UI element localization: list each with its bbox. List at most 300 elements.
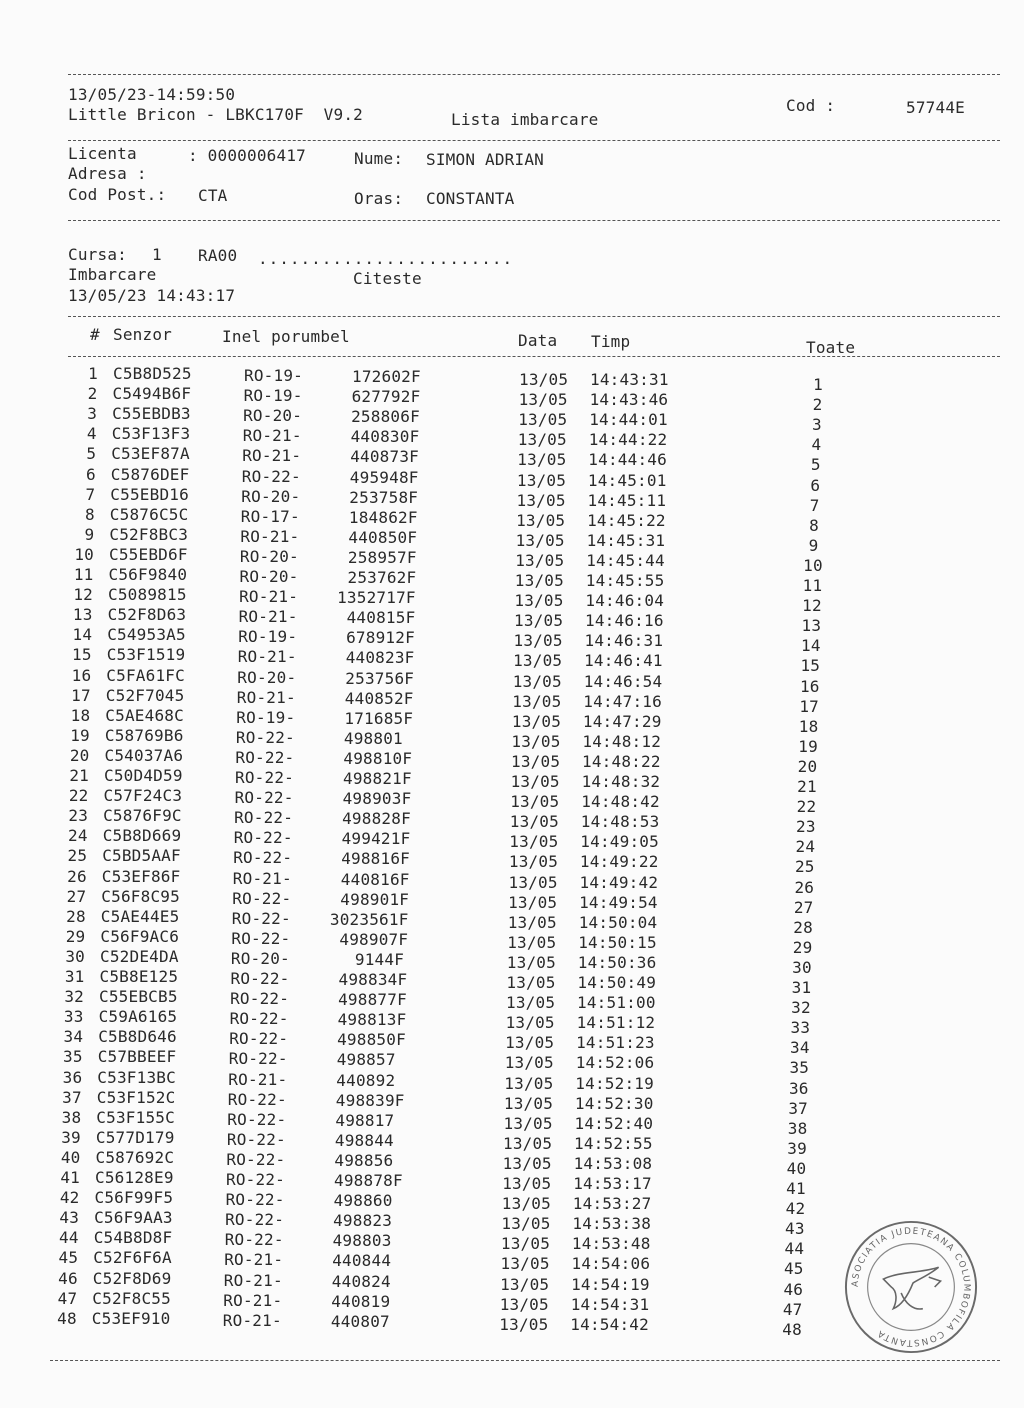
row-date: 13/05: [512, 671, 562, 691]
row-toate: 25: [794, 857, 815, 877]
divider-bottom: [50, 1360, 1000, 1361]
row-ring-number: 440819: [331, 1291, 391, 1311]
row-ring-prefix: RO-22-: [227, 1089, 287, 1109]
row-date: 13/05: [508, 892, 558, 912]
row-senzor: C53F155C: [96, 1107, 175, 1127]
divider-header: [68, 140, 1000, 141]
row-time: 14:50:15: [578, 932, 657, 952]
row-date: 13/05: [509, 832, 559, 852]
row-number: 21: [69, 766, 89, 785]
oras-label: Oras:: [354, 189, 404, 208]
row-ring-number: 440824: [331, 1271, 391, 1291]
row-senzor: C577D179: [95, 1127, 175, 1147]
row-ring-number: 440823F: [345, 648, 415, 668]
row-number: 39: [61, 1127, 81, 1147]
licenta-value: : 0000006417: [188, 146, 306, 165]
row-ring-number: 498813F: [337, 1010, 407, 1030]
row-time: 14:49:42: [579, 872, 659, 892]
row-date: 13/05: [508, 852, 559, 872]
divider-top: [68, 74, 1000, 75]
row-ring-prefix: RO-22-: [226, 1129, 286, 1149]
row-ring-prefix: RO-21-: [223, 1290, 283, 1310]
row-senzor: C56F9AA3: [94, 1208, 173, 1228]
software-name: Little Bricon - LBKC170F V9.2: [68, 105, 363, 124]
row-time: 14:49:05: [580, 832, 659, 852]
row-time: 14:45:44: [586, 550, 665, 570]
row-ring-prefix: RO-22-: [230, 989, 290, 1009]
col-header-inel: Inel porumbel: [222, 327, 350, 346]
row-date: 13/05: [511, 751, 561, 771]
row-number: 42: [59, 1188, 80, 1208]
row-number: 27: [66, 886, 87, 906]
row-toate: 3: [811, 415, 822, 435]
row-senzor: C54B8D8F: [93, 1228, 173, 1248]
row-time: 14:45:22: [587, 510, 666, 530]
row-time: 14:45:01: [587, 470, 667, 490]
row-senzor: C52F7045: [105, 685, 185, 705]
row-ring-number: 440892: [336, 1070, 396, 1090]
row-number: 41: [60, 1168, 80, 1187]
row-ring-prefix: RO-19-: [236, 707, 296, 727]
row-number: 16: [71, 665, 92, 685]
row-toate: 45: [783, 1259, 804, 1279]
row-time: 14:47:16: [583, 691, 662, 711]
row-number: 7: [85, 484, 96, 504]
divider-race: [68, 316, 1000, 317]
row-time: 14:50:36: [577, 952, 657, 972]
row-ring-number: 627792F: [351, 387, 421, 407]
row-senzor: C54953A5: [107, 625, 186, 645]
row-toate: 12: [802, 596, 822, 616]
row-ring-number: 498907F: [339, 929, 409, 949]
row-date: 13/05: [512, 691, 562, 711]
row-time: 14:54:19: [571, 1274, 650, 1294]
row-toate: 11: [802, 576, 823, 595]
row-time: 14:43:46: [589, 390, 669, 410]
race-code: RA00: [198, 246, 238, 265]
row-senzor: C56F8C95: [101, 886, 180, 906]
row-ring-number: 440873F: [350, 447, 420, 467]
row-number: 13: [72, 605, 93, 625]
row-date: 13/05: [514, 571, 564, 590]
row-number: 2: [87, 384, 98, 404]
row-senzor: C52DE4DA: [100, 946, 179, 966]
row-ring-number: 440830F: [350, 427, 420, 447]
row-time: 14:52:19: [575, 1073, 654, 1093]
row-ring-number: 498903F: [342, 789, 412, 809]
row-senzor: C5B8D646: [98, 1027, 177, 1047]
row-time: 14:46:41: [584, 651, 663, 671]
row-number: 44: [59, 1228, 79, 1248]
row-date: 13/05: [515, 530, 565, 550]
race-dots: ........................: [258, 249, 514, 268]
row-senzor: C54037A6: [104, 745, 184, 765]
cod-value: 57744E: [906, 98, 965, 117]
row-toate: 7: [809, 495, 820, 515]
row-ring-number: 498834F: [338, 970, 408, 989]
row-date: 13/05: [504, 1053, 554, 1073]
row-toate: 13: [801, 616, 822, 636]
row-senzor: C5FA61FC: [106, 665, 185, 685]
row-ring-number: 440816F: [340, 869, 410, 889]
row-senzor: C5876C5C: [109, 504, 189, 524]
row-ring-prefix: RO-21-: [236, 687, 296, 707]
row-date: 13/05: [503, 1133, 553, 1153]
row-number: 19: [70, 725, 90, 745]
row-number: 6: [85, 464, 96, 484]
row-ring-prefix: RO-22-: [226, 1149, 286, 1169]
row-senzor: C59A6165: [98, 1007, 178, 1027]
row-time: 14:51:00: [577, 993, 656, 1013]
row-date: 13/05: [516, 510, 566, 530]
row-ring-number: 171685F: [344, 708, 414, 728]
row-time: 14:49:22: [579, 852, 659, 872]
row-toate: 20: [797, 756, 818, 776]
row-number: 3: [87, 404, 98, 424]
row-toate: 43: [785, 1219, 805, 1239]
row-toate: 10: [803, 555, 823, 575]
imbarcare-datetime: 13/05/23 14:43:17: [68, 286, 236, 305]
row-time: 14:46:31: [584, 631, 664, 651]
row-toate: 46: [783, 1279, 804, 1299]
row-toate: 22: [796, 797, 817, 817]
row-date: 13/05: [500, 1274, 550, 1294]
row-time: 14:53:38: [572, 1214, 652, 1234]
row-date: 13/05: [511, 731, 561, 751]
row-toate: 23: [796, 817, 816, 837]
row-ring-prefix: RO-21-: [223, 1270, 283, 1290]
row-senzor: C50D4D59: [104, 766, 183, 785]
row-time: 14:53:27: [572, 1194, 652, 1214]
row-ring-prefix: RO-20-: [239, 546, 299, 566]
row-toate: 17: [799, 696, 820, 716]
association-stamp: [842, 1218, 980, 1356]
row-date: 13/05: [517, 430, 567, 450]
row-ring-number: 3023561F: [329, 909, 409, 929]
row-time: 14:53:17: [573, 1174, 652, 1193]
row-toate: 37: [788, 1098, 809, 1118]
row-senzor: C58769B6: [104, 725, 184, 745]
imbarcare-label: Imbarcare: [68, 265, 157, 284]
row-senzor: C55EBCB5: [99, 987, 178, 1007]
row-number: 34: [63, 1027, 84, 1047]
row-ring-prefix: RO-20-: [237, 667, 297, 687]
pigeon-emblem-icon: [883, 1267, 940, 1309]
row-date: 13/05: [518, 390, 568, 410]
row-date: 13/05: [513, 651, 563, 671]
row-number: 5: [86, 444, 97, 464]
row-date: 13/05: [501, 1194, 551, 1214]
row-date: 13/05: [510, 792, 560, 812]
nume-label: Nume:: [354, 149, 404, 168]
row-senzor: C53F13F3: [111, 424, 191, 444]
row-number: 48: [57, 1308, 77, 1328]
row-ring-prefix: RO-22-: [228, 1049, 288, 1069]
row-senzor: C52F8BC3: [109, 524, 189, 544]
row-date: 13/05: [518, 410, 568, 430]
row-senzor: C53EF910: [91, 1308, 171, 1328]
row-date: 13/05: [506, 993, 556, 1013]
row-ring-number: 184862F: [348, 507, 418, 527]
row-ring-prefix: RO-22-: [235, 768, 294, 787]
row-time: 14:50:49: [577, 973, 657, 992]
row-senzor: C5876F9C: [103, 806, 182, 826]
row-ring-number: 498823: [333, 1211, 393, 1231]
row-number: 10: [74, 544, 94, 564]
row-toate: 35: [789, 1058, 810, 1078]
row-ring-prefix: RO-22-: [229, 1029, 289, 1049]
row-toate: 41: [786, 1179, 806, 1198]
row-toate: 38: [787, 1118, 808, 1138]
row-date: 13/05: [504, 1073, 554, 1093]
citeste-label: Citeste: [353, 269, 422, 288]
row-toate: 33: [790, 1018, 811, 1038]
row-toate: 48: [782, 1319, 802, 1339]
row-senzor: C53EF87A: [111, 444, 190, 464]
row-toate: 15: [800, 656, 821, 676]
row-number: 37: [62, 1087, 82, 1107]
row-date: 13/05: [501, 1214, 551, 1234]
row-time: 14:53:48: [571, 1234, 651, 1254]
row-ring-number: 678912F: [346, 628, 415, 648]
row-ring-prefix: RO-22-: [227, 1109, 287, 1129]
row-date: 13/05: [511, 711, 562, 731]
row-date: 13/05: [506, 952, 556, 972]
row-number: 15: [72, 645, 92, 665]
row-number: 43: [59, 1208, 80, 1228]
row-toate: 28: [793, 917, 813, 937]
row-date: 13/05: [517, 450, 567, 470]
row-senzor: C52F8D63: [107, 605, 187, 625]
row-number: 4: [86, 424, 97, 444]
row-ring-number: 253756F: [345, 668, 415, 688]
row-senzor: C53F13BC: [97, 1067, 176, 1087]
row-time: 14:50:04: [578, 912, 658, 932]
row-ring-prefix: RO-22-: [234, 808, 294, 828]
row-date: 13/05: [515, 550, 565, 570]
row-ring-number: 498856: [334, 1150, 394, 1170]
row-ring-number: 440852F: [344, 688, 414, 708]
row-toate: 19: [798, 736, 818, 756]
row-ring-prefix: RO-17-: [240, 506, 300, 526]
row-ring-number: 498810F: [343, 748, 413, 768]
print-timestamp: 13/05/23-14:59:50: [68, 85, 236, 104]
row-senzor: C5AE44E5: [100, 906, 180, 926]
cursa-label: Cursa:: [68, 245, 127, 264]
stamp-text: ASOCIATIA JUDETEANA COLUMBOFILA CONSTANTA: [850, 1226, 972, 1348]
row-ring-number: 440850F: [348, 527, 418, 547]
row-senzor: C56F99F5: [94, 1188, 174, 1208]
row-ring-number: 498877F: [338, 990, 407, 1010]
row-time: 14:48:42: [581, 792, 660, 812]
divider-owner: [68, 220, 1000, 221]
row-toate: 1: [813, 375, 823, 394]
row-toate: 39: [787, 1138, 807, 1158]
row-date: 13/05: [505, 1033, 555, 1053]
row-senzor: C53EF86F: [101, 866, 181, 886]
row-date: 13/05: [514, 611, 564, 631]
row-toate: 2: [812, 395, 823, 415]
row-ring-prefix: RO-22-: [224, 1230, 284, 1250]
row-number: 25: [67, 846, 88, 866]
row-ring-number: 498860: [333, 1191, 393, 1211]
row-time: 14:48:53: [580, 812, 660, 832]
row-time: 14:52:30: [574, 1093, 654, 1113]
row-senzor: C55EBD16: [110, 484, 189, 504]
row-ring-prefix: RO-21-: [222, 1310, 282, 1330]
row-ring-prefix: RO-21-: [242, 446, 302, 466]
row-time: 14:48:22: [582, 751, 661, 771]
row-ring-prefix: RO-22-: [235, 727, 295, 747]
row-senzor: C5494B6F: [112, 384, 192, 404]
row-ring-prefix: RO-20-: [230, 948, 290, 968]
row-senzor: C5876DEF: [110, 464, 190, 484]
row-senzor: C5B8D525: [113, 364, 192, 383]
row-ring-number: 440815F: [346, 608, 416, 628]
row-ring-prefix: RO-20-: [243, 406, 303, 426]
row-time: 14:48:12: [582, 731, 662, 751]
row-date: 13/05: [503, 1113, 553, 1133]
row-time: 14:54:06: [571, 1254, 651, 1274]
row-senzor: C5AE468C: [105, 705, 184, 725]
row-date: 13/05: [508, 872, 558, 892]
row-ring-prefix: RO-21-: [237, 647, 297, 667]
row-date: 13/05: [507, 932, 557, 952]
row-number: 11: [73, 565, 94, 584]
row-ring-prefix: RO-22-: [231, 928, 291, 948]
nume-value: SIMON ADRIAN: [426, 150, 544, 169]
row-senzor: C56128E9: [95, 1168, 174, 1187]
row-time: 14:52:55: [574, 1133, 653, 1153]
row-toate: 32: [791, 998, 811, 1018]
row-date: 13/05: [510, 772, 560, 791]
row-time: 14:44:22: [588, 430, 668, 450]
row-number: 23: [68, 806, 89, 826]
row-date: 13/05: [499, 1314, 549, 1334]
row-senzor: C55EBD6F: [109, 544, 188, 564]
row-senzor: C5089815: [108, 585, 187, 605]
row-time: 14:51:23: [576, 1033, 655, 1053]
row-ring-number: 498817: [335, 1110, 395, 1130]
row-time: 14:46:54: [583, 671, 663, 691]
row-number: 33: [63, 1007, 84, 1027]
row-toate: 9: [808, 535, 819, 555]
row-ring-number: 498828F: [342, 809, 411, 829]
row-date: 13/05: [516, 470, 567, 490]
row-number: 40: [60, 1147, 81, 1167]
row-senzor: C5B8D669: [102, 826, 182, 846]
row-senzor: C53F1519: [106, 645, 186, 665]
row-ring-prefix: RO-22-: [225, 1190, 285, 1210]
col-header-data: Data: [518, 331, 558, 350]
row-ring-number: 172602F: [352, 367, 421, 386]
row-ring-prefix: RO-19-: [243, 386, 303, 406]
row-date: 13/05: [506, 973, 556, 992]
cursa-value: 1: [152, 245, 162, 264]
row-ring-number: 1352717F: [337, 588, 416, 608]
row-senzor: C52F8C55: [92, 1288, 171, 1308]
row-date: 13/05: [502, 1153, 552, 1173]
row-ring-prefix: RO-21-: [239, 587, 299, 607]
row-number: 12: [73, 585, 93, 605]
row-number: 9: [84, 524, 95, 544]
row-date: 13/05: [514, 591, 564, 611]
row-number: 8: [84, 504, 95, 524]
row-number: 36: [62, 1067, 83, 1087]
row-time: 14:52:40: [574, 1113, 654, 1133]
row-date: 13/05: [500, 1254, 550, 1274]
row-ring-prefix: RO-21-: [228, 1069, 288, 1089]
row-time: 14:46:04: [585, 591, 665, 611]
row-toate: 18: [798, 716, 819, 736]
row-senzor: C56F9AC6: [100, 926, 180, 946]
row-number: 22: [68, 786, 89, 806]
row-ring-prefix: RO-22-: [230, 969, 290, 988]
row-date: 13/05: [502, 1174, 552, 1193]
row-toate: 42: [785, 1199, 806, 1219]
row-date: 13/05: [505, 1013, 555, 1033]
row-ring-prefix: RO-21-: [240, 526, 300, 546]
row-ring-number: 498857: [336, 1050, 396, 1070]
row-time: 14:45:31: [586, 530, 666, 550]
row-ring-number: 498850F: [337, 1030, 406, 1050]
row-ring-prefix: RO-22-: [231, 908, 291, 928]
row-toate: 47: [782, 1299, 803, 1319]
row-toate: 4: [811, 435, 822, 455]
row-ring-prefix: RO-22-: [234, 788, 294, 808]
row-ring-prefix: RO-20-: [239, 567, 299, 586]
row-toate: 16: [799, 676, 820, 696]
row-number: 38: [61, 1107, 82, 1127]
row-toate: 44: [784, 1239, 805, 1259]
row-senzor: C587692C: [95, 1147, 175, 1167]
row-number: 29: [65, 926, 86, 946]
row-date: 13/05: [519, 370, 569, 389]
row-number: 32: [64, 987, 84, 1007]
row-date: 13/05: [516, 490, 566, 510]
row-ring-number: 498821F: [343, 769, 412, 788]
row-time: 14:45:11: [587, 490, 667, 510]
row-toate: 21: [797, 777, 817, 796]
row-time: 14:47:29: [582, 711, 662, 731]
col-header-num: #: [90, 325, 100, 344]
row-time: 14:54:42: [570, 1314, 649, 1334]
row-ring-prefix: RO-20-: [241, 486, 301, 506]
col-header-timp: Timp: [591, 332, 631, 351]
row-number: 31: [64, 967, 85, 986]
row-number: 45: [58, 1248, 79, 1268]
row-ring-prefix: RO-21-: [232, 868, 292, 888]
row-ring-prefix: RO-21-: [242, 426, 302, 446]
row-ring-number: 258806F: [351, 407, 420, 427]
row-toate: 34: [790, 1038, 810, 1058]
row-toate: 40: [786, 1158, 807, 1178]
row-ring-number: 498816F: [341, 849, 411, 869]
row-senzor: C56F9840: [108, 565, 188, 584]
row-toate: 30: [792, 957, 812, 977]
row-ring-number: 498803: [332, 1231, 392, 1251]
cod-label: Cod :: [786, 96, 836, 115]
row-number: 30: [65, 946, 85, 966]
row-date: 13/05: [507, 912, 557, 932]
row-ring-prefix: RO-22-: [229, 1009, 289, 1029]
row-ring-prefix: RO-22-: [235, 747, 295, 767]
row-number: 17: [71, 685, 91, 705]
row-ring-number: 253762F: [347, 568, 417, 587]
row-ring-number: 498844: [334, 1130, 394, 1150]
row-toate: 29: [792, 937, 813, 957]
row-toate: 5: [810, 455, 821, 475]
